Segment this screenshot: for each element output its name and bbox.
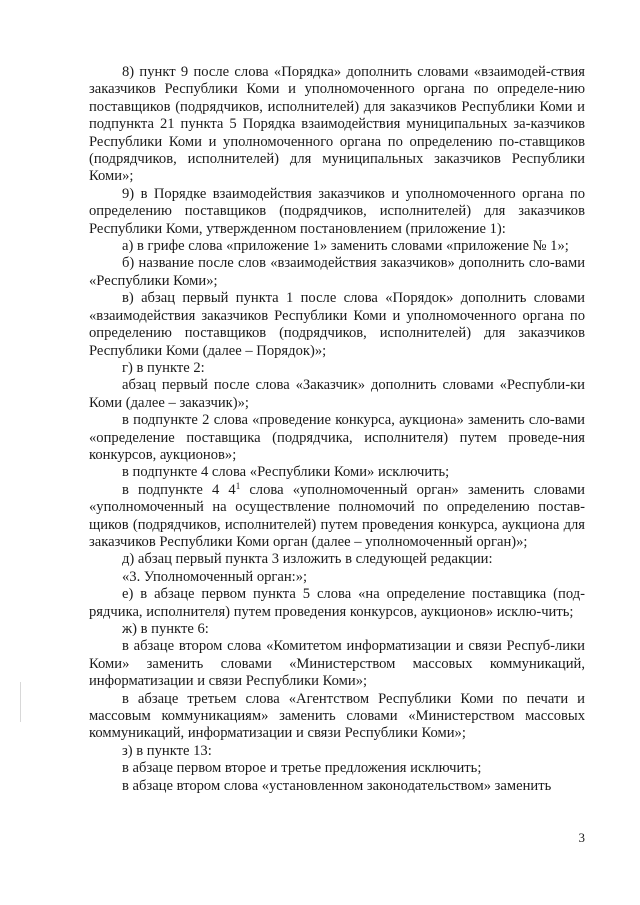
- paragraph-g-sub4: в подпункте 4 слова «Республики Коми» исключить;: [122, 464, 450, 481]
- paragraph-item-8: 8) пункт 9 после слова «Порядка» дополнить словами «взаимодей-ствия заказчиков Республики Коми и уполномоченного органа по определе-нию поставщиков (подрядчиков, исполнителей) для заказчиков Республики Коми и подпункта 21 пункта 5 Порядка взаимодействия муниципальных за-казчиков Республики Коми и уполномоченного органа по определению по-ставщиков (подрядчиков, исполнителей) для муниципальных заказчиков Республики Коми»;: [89, 64, 585, 185]
- paragraph-subitem-v: в) абзац первый пункта 1 после слова «Порядок» дополнить словами «взаимодействия заказчиков Республики Коми и уполномоченного органа по определению поставщиков (подрядчиков, исполнителей) для заказчиков Республики Коми (далее – Порядок)»;: [89, 290, 585, 359]
- paragraph-subitem-z: з) в пункте 13:: [122, 742, 212, 759]
- footnote-before: в подпункте 4: [122, 481, 220, 498]
- paragraph-g-first: абзац первый после слова «Заказчик» дополнить словами «Республи-ки Коми (далее – заказчик)»;: [89, 377, 585, 411]
- paragraph-subitem-a: а) в грифе слова «приложение 1» заменить словами «приложение № 1»;: [122, 238, 569, 255]
- paragraph-g-sub2: в подпункте 2 слова «проведение конкурса, аукциона» заменить сло-вами «определение поставщика (подрядчика, исполнителя) путем проведе-ния конкурсов, аукционов»;: [89, 412, 585, 463]
- footnote-after: слова «уполномоченный орган» заменить словами «уполномоченный на осуществление полномочий по определению постав-щиков (подрядчиков, исполнителей) путем проведения конкурса, аукциона для заказчиков Республики Коми орган (далее – уполномоченный орган)»;: [89, 481, 585, 550]
- scan-edge-mark: [20, 682, 21, 722]
- paragraph-subitem-e: е) в абзаце первом пункта 5 слова «на определение поставщика (под-рядчика, исполнителя) путем проведения конкурсов, аукционов» исклю-чить;: [89, 586, 585, 620]
- paragraph-d-quote: «3. Уполномоченный орган:»;: [122, 568, 308, 585]
- paragraph-g-sub4-1: в подпункте 4 $4^1$ слова «уполномоченный орган» заменить словами «уполномоченный на осуществление полномочий по определению постав-щиков (подрядчиков, исполнителей) путем проведения конкурса, аукциона для заказчиков Республики Коми орган (далее – уполномоченный орган)»;: [89, 480, 585, 550]
- paragraph-subitem-b: б) название после слов «взаимодействия заказчиков» дополнить сло-вами «Республики Коми»;: [89, 255, 585, 289]
- paragraph-z-second: в абзаце втором слова «установленном законодательством» заменить: [122, 777, 552, 794]
- paragraph-subitem-g: г) в пункте 2:: [122, 359, 205, 376]
- paragraph-subitem-d: д) абзац первый пункта 3 изложить в следующей редакции:: [122, 551, 493, 568]
- paragraph-subitem-zh: ж) в пункте 6:: [122, 621, 209, 637]
- document-body: [89, 64, 585, 795]
- paragraph-item-9: 9) в Порядке взаимодействия заказчиков и уполномоченного органа по определению поставщиков (подрядчиков, исполнителей) для заказчиков Республики Коми, утвержденном постановлением (приложение 1):: [89, 185, 585, 237]
- paragraph-zh-third: в абзаце третьем слова «Агентством Республики Коми по печати и массовым коммуникациям» заменить словами «Министерством массовых коммуникаций, информатизации и связи Республики Коми»;: [89, 690, 585, 742]
- superscript-marker: 1: [235, 480, 241, 491]
- page-number: 3: [578, 830, 585, 845]
- paragraph-zh-second: в абзаце втором слова «Комитетом информатизации и связи Респуб-лики Коми» заменить словами «Министерством массовых коммуникаций, информатизации и связи Республики Коми»;: [89, 638, 585, 690]
- paragraph-z-first: в абзаце первом второе и третье предложения исключить;: [122, 760, 482, 777]
